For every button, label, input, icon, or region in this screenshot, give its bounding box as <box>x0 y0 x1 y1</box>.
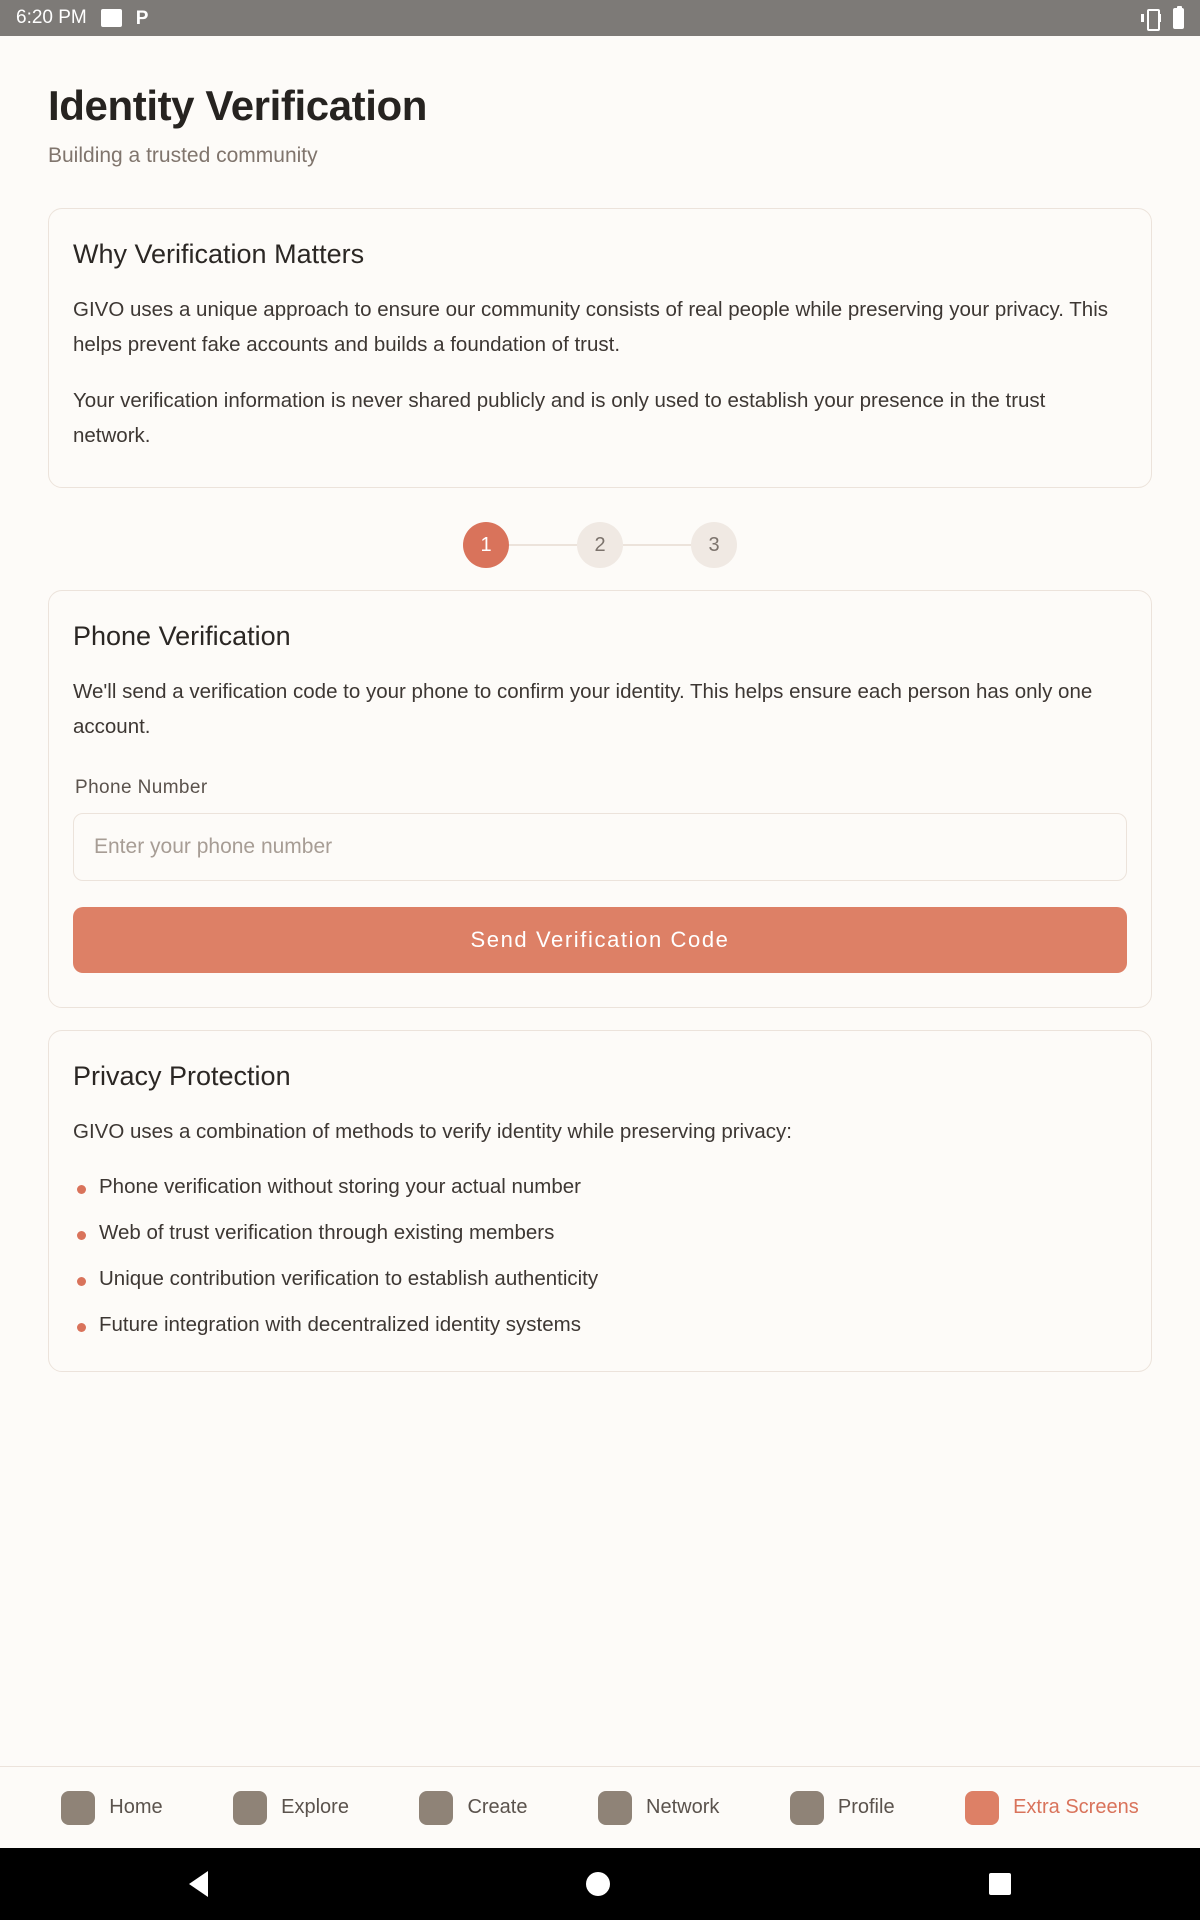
recents-square-icon[interactable] <box>989 1873 1011 1895</box>
status-bar-left <box>16 7 148 29</box>
step-2[interactable]: 2 <box>577 522 623 568</box>
vibrate-icon <box>1141 8 1161 28</box>
profile-icon <box>790 1791 824 1825</box>
nav-label-profile: Profile <box>837 1796 895 1818</box>
privacy-protection-title: Privacy Protection <box>73 1060 291 1091</box>
step-3[interactable]: 3 <box>691 522 737 568</box>
step-1[interactable]: 1 <box>463 522 509 568</box>
nav-item-home[interactable] <box>61 1791 162 1825</box>
image-icon <box>101 9 122 27</box>
main-content <box>0 36 1200 1766</box>
privacy-protection-card <box>48 1030 1152 1372</box>
step-connector-1 <box>509 544 577 546</box>
why-verification-paragraph-2: Your verification information is never shared publicly and is only used to establish your presence in the trust network. <box>73 388 1046 447</box>
extra-screens-icon <box>965 1791 999 1825</box>
nav-item-extra-screens[interactable] <box>965 1791 1139 1825</box>
list-item: Unique contribution verification to establish authenticity <box>73 1267 1127 1291</box>
why-verification-paragraph-1: GIVO uses a unique approach to ensure our community consists of real people while preserving your privacy. This helps prevent fake accounts and builds a foundation of trust. <box>73 298 1109 357</box>
network-icon <box>598 1791 632 1825</box>
back-icon[interactable] <box>189 1871 208 1897</box>
home-icon <box>61 1791 95 1825</box>
status-bar-right <box>1141 8 1184 29</box>
pocket-casts-icon: P <box>135 7 149 29</box>
nav-label-home: Home <box>109 1796 163 1818</box>
page-subtitle: Building a trusted community <box>48 144 318 167</box>
privacy-methods-list <box>73 1175 1127 1337</box>
nav-label-create: Create <box>467 1796 528 1818</box>
nav-item-explore[interactable] <box>233 1791 349 1825</box>
explore-icon <box>233 1791 267 1825</box>
verification-stepper <box>48 522 1152 568</box>
list-item: Phone verification without storing your actual number <box>73 1175 1127 1199</box>
send-verification-code-button[interactable]: Send Verification Code <box>73 907 1127 973</box>
create-icon <box>419 1791 453 1825</box>
phone-number-label: Phone Number <box>75 776 208 798</box>
nav-item-profile[interactable] <box>790 1791 895 1825</box>
list-item: Future integration with decentralized identity systems <box>73 1313 1127 1337</box>
bottom-navigation <box>0 1766 1200 1848</box>
nav-label-extra-screens: Extra Screens <box>1013 1796 1139 1818</box>
list-item: Web of trust verification through existing members <box>73 1221 1127 1245</box>
step-connector-2 <box>623 544 691 546</box>
phone-verification-description: We'll send a verification code to your phone to confirm your identity. This helps ensure each person has only one account. <box>73 680 1093 739</box>
status-bar-clock: 6:20 PM <box>16 7 87 28</box>
phone-verification-card <box>48 590 1152 1008</box>
nav-item-create[interactable] <box>419 1791 527 1825</box>
nav-item-network[interactable] <box>598 1791 719 1825</box>
system-navigation-bar <box>0 1848 1200 1920</box>
nav-label-network: Network <box>646 1796 720 1818</box>
privacy-protection-description: GIVO uses a combination of methods to verify identity while preserving privacy: <box>73 1119 792 1143</box>
status-bar <box>0 0 1200 36</box>
page-title: Identity Verification <box>48 82 428 129</box>
nav-label-explore: Explore <box>281 1796 349 1818</box>
phone-verification-title: Phone Verification <box>73 621 291 651</box>
battery-icon <box>1173 8 1184 29</box>
why-verification-card <box>48 208 1152 488</box>
phone-number-input[interactable] <box>73 813 1127 881</box>
why-verification-title: Why Verification Matters <box>73 239 365 269</box>
home-circle-icon[interactable] <box>586 1872 610 1896</box>
